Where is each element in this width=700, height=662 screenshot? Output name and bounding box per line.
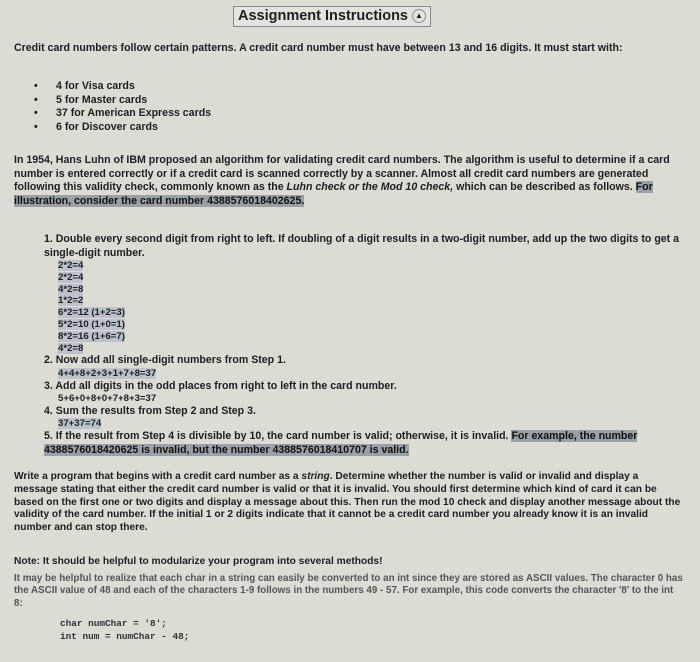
title-header [233,6,431,27]
list-item: • 6 for Discover cards [34,121,211,135]
list-item: • 5 for Master cards [34,94,211,108]
step-item [44,380,684,405]
code-snippet [60,617,189,643]
highlighted-example: For illustration, consider the card number 4388576018402625. [14,181,653,207]
list-item: • 4 for Visa cards [34,80,211,94]
luhn-term: Luhn check or the Mod 10 check, [286,181,454,193]
calc-line: 1*2=2 [58,295,84,307]
requirements-text [14,471,684,535]
chevron-up-icon: ▲ [412,9,426,23]
calc-line: 4+4+8+2+3+1+7+8=37 [58,367,157,379]
req-term: string [301,471,330,482]
step-item [44,430,684,457]
luhn-paragraph [14,154,684,208]
page-title: Assignment Instructions [238,8,408,24]
list-item: • 37 for American Express cards [34,107,211,121]
step-text: 2. Now add all single-digit numbers from Step 1. [44,354,286,367]
calc-line: 5*2=10 (1+0=1) [58,318,125,330]
step-sub [58,393,684,405]
luhn-text-2: which can be described as follows. [453,181,636,193]
collapse-section-button[interactable] [233,6,431,27]
step-sub [58,418,684,430]
intro-text: Credit card numbers follow certain patterns. A credit card number must have between 13 and 16 digits. It must start with: [14,42,623,54]
step-sub [58,368,684,380]
code-line: int num = numChar - 48; [60,631,190,642]
step-sub [58,260,684,354]
step-text: 5. If the result from Step 4 is divisible by 10, the card number is valid; otherwise, it is invalid. [44,430,512,443]
calc-line: 37+37=74 [58,418,102,430]
step-item [44,233,684,354]
calc-line: 5+6+0+8+0+7+8+3=37 [58,393,157,405]
highlighted-example: For example, the number 4388576018420625 is invalid, but the number 4388576018410707 is valid. [44,430,638,456]
calc-line: 6*2=12 (1+2=3) [58,307,125,319]
step-item [44,354,684,379]
calc-line: 4*2=8 [58,283,84,295]
calc-line: 2*2=4 [58,260,84,271]
calc-line: 8*2=16 (1+6=7) [58,330,125,342]
step-text: 3. Add all digits in the odd places from right to left in the card number. [44,379,397,392]
luhn-text: In 1954, Hans Luhn of IBM proposed an algorithm for validating credit card numbers. The algorithm is useful to determine if a card number is entered correctly or if a credit card is scanned correctly by a scanner. Almost all credit card numbers are generated following this validity check, commonly known as the [14,154,670,193]
note-text: Note: It should be helpful to modularize your program into several methods! [14,556,383,567]
step-text: 1. Double every second digit from right to left. If doubling of a digit results in a two-digit number, add up the two digits to get a single-digit number. [44,233,680,259]
hint-text: It may be helpful to realize that each char in a string can easily be converted to an int since they are stored as ASCII values. The character 0 has the ASCII value of 48 and each of the characters 1-9 follows in the numbers 49 - 57. For example, this code converts the character '8' to the int 8: [14,573,683,609]
req-part-2: . Determine whether the number is valid or invalid and display a message stating that either the credit card number is valid or that it is invalid. You should first determine which kind of card it can be based on the first one or two digits and display a message about this. Then run the mod 10 check and display another message about the validity of the card number. If the initial 1 or 2 digits indicate that it cannot be a credit card number you already know it is an invalid number and can stop there. [14,471,681,534]
step-item [44,405,684,430]
prefix-list [34,80,211,134]
calc-line: 4*2=8 [58,342,84,354]
calc-line: 2*2=4 [58,271,84,283]
step-text: 4. Sum the results from Step 2 and Step 3. [44,404,256,417]
code-line: char numChar = '8'; [60,618,167,629]
steps-list [44,233,684,457]
req-part: Write a program that begins with a credit card number as a [14,471,302,482]
